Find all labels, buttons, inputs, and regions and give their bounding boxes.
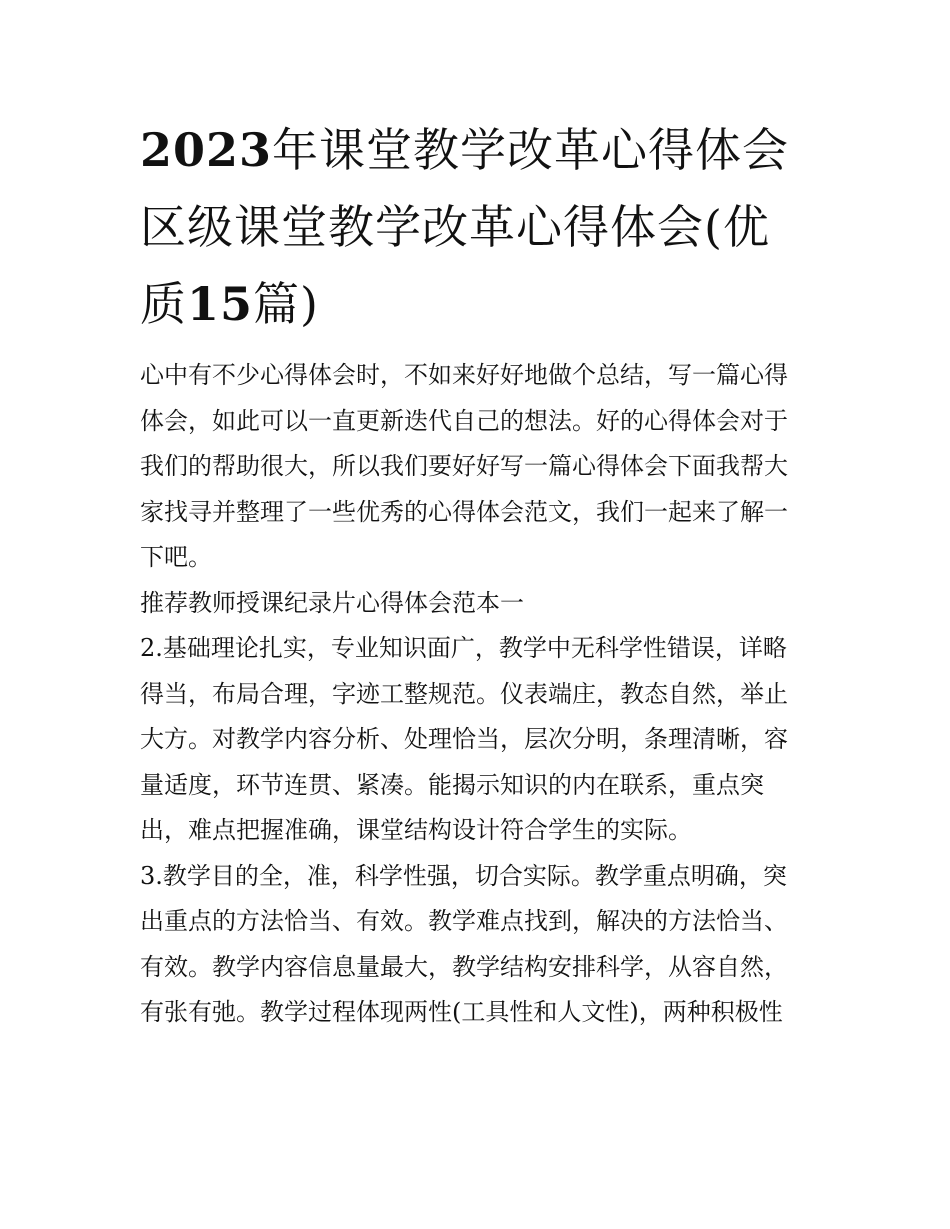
title-year: 2023: [140, 123, 273, 177]
paragraph-2: [140, 626, 820, 854]
paragraph-3: [140, 854, 820, 1036]
title-count: 15: [187, 277, 254, 331]
intro-paragraph: [140, 353, 820, 581]
section-title: 推荐教师授课纪录片心得体会范本一: [140, 588, 524, 617]
title-line-1-text: 年课堂教学改革心得体会: [272, 123, 790, 177]
title-line-3-text: 篇): [253, 277, 319, 331]
paragraph-2-line: 大方。对教学内容分析、处理恰当，层次分明，条理清晰，容: [140, 725, 788, 753]
intro-line: 家找寻并整理了一些优秀的心得体会范文，我们一起来了解一: [140, 497, 788, 526]
paragraph-2-line: 2.基础理论扎实，专业知识面广，教学中无科学性错误，详略: [140, 634, 787, 662]
paragraph-3-line: 有张有弛。教学过程体现两性(工具性和人文性)，两种积极性: [140, 998, 783, 1026]
intro-line: 体会，如此可以一直更新迭代自己的想法。好的心得体会对于: [140, 406, 788, 435]
title-line-2-text: 区级课堂教学改革心得体会(优: [140, 200, 770, 254]
paragraph-2-line: 量适度，环节连贯、紧凑。能揭示知识的内在联系，重点突: [140, 770, 764, 799]
intro-line: 下吧。: [140, 543, 212, 571]
document-title: [140, 112, 820, 343]
intro-line: 我们的帮助很大，所以我们要好好写一篇心得体会下面我帮大: [140, 452, 788, 480]
document-content: [140, 112, 820, 1036]
title-line-2: [140, 189, 820, 266]
title-line-3: [140, 266, 820, 343]
paragraph-3-line: 有效。教学内容信息量最大，教学结构安排科学，从容自然，: [140, 952, 788, 981]
intro-line: 心中有不少心得体会时，不如来好好地做个总结，写一篇心得: [140, 361, 788, 389]
paragraph-3-line: 出重点的方法恰当、有效。教学难点找到，解决的方法恰当、: [140, 907, 788, 935]
paragraph-2-line: 出，难点把握准确，课堂结构设计符合学生的实际。: [140, 816, 692, 844]
title-line-1: [140, 112, 820, 189]
paragraph-3-line: 3.教学目的全，准，科学性强，切合实际。教学重点明确，突: [140, 861, 787, 890]
paragraph-2-line: 得当，布局合理，字迹工整规范。仪表端庄，教态自然，举止: [140, 679, 788, 708]
title-line-3-prefix: 质: [140, 277, 187, 331]
